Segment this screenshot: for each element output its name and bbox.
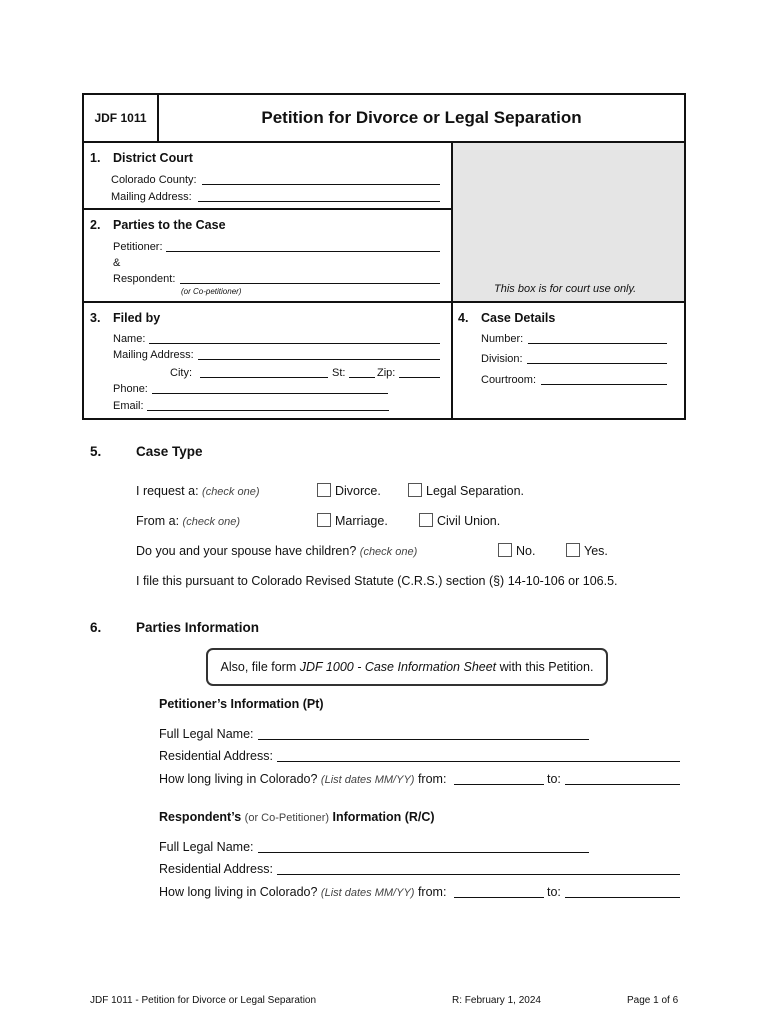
divider-2-3 xyxy=(84,301,684,303)
statute-text: I file this pursuant to Colorado Revised Statute (C.R.S.) section (§) 14-10-106 or 106.5. xyxy=(136,574,618,588)
marriage-checkbox[interactable] xyxy=(317,513,331,527)
page-title: Petition for Divorce or Legal Separation xyxy=(261,108,582,127)
rc-full-name-field[interactable] xyxy=(258,852,589,853)
case-number-label: Number: xyxy=(481,333,524,345)
email-label: Email: xyxy=(113,400,144,412)
petitioner-field[interactable] xyxy=(166,251,440,252)
rc-list-dates: (List dates MM/YY) xyxy=(320,887,415,899)
notice-pre: Also, file form xyxy=(220,660,297,674)
case-number-field[interactable] xyxy=(528,343,667,344)
division-field[interactable] xyxy=(527,363,667,364)
form-code: JDF 1011 xyxy=(84,95,159,141)
petitioner-info-heading: Petitioner’s Information (Pt) xyxy=(159,697,324,711)
section5-number: 5. xyxy=(90,444,102,459)
petitioner-label: Petitioner: xyxy=(113,241,163,253)
filer-mailing-label: Mailing Address: xyxy=(113,349,194,361)
state-label: St: xyxy=(332,367,346,379)
zip-label: Zip: xyxy=(377,367,396,379)
children-no-checkbox[interactable] xyxy=(498,543,512,557)
section2-number: 2. xyxy=(90,218,101,232)
pt-full-name-field[interactable] xyxy=(258,739,589,740)
rc-heading-a: Respondent’s xyxy=(159,810,242,824)
county-label: Colorado County: xyxy=(111,174,197,186)
section3-title: Filed by xyxy=(113,311,161,325)
pt-to-field[interactable] xyxy=(565,784,680,785)
section6-title: Parties Information xyxy=(136,620,260,635)
divider-1-2 xyxy=(84,208,451,210)
rc-residential-field[interactable] xyxy=(277,874,680,875)
pt-to-label: to: xyxy=(547,772,561,786)
section4-number: 4. xyxy=(458,311,469,325)
children-no-label: No. xyxy=(516,544,536,558)
court-use-note: This box is for court use only. xyxy=(494,283,637,295)
pt-from-field[interactable] xyxy=(454,784,544,785)
legal-separation-label: Legal Separation. xyxy=(426,484,524,498)
request-row xyxy=(136,484,260,498)
divorce-label: Divorce. xyxy=(335,484,381,498)
respondent-info-heading xyxy=(159,810,435,824)
section6-number: 6. xyxy=(90,620,102,635)
pt-how-long-label: How long living in Colorado? xyxy=(159,772,318,786)
email-field[interactable] xyxy=(147,410,389,411)
footer-form-name: JDF 1011 - Petition for Divorce or Legal Separation xyxy=(90,995,317,1006)
phone-label: Phone: xyxy=(113,383,148,395)
from-label: From a: xyxy=(136,514,180,528)
respondent-field[interactable] xyxy=(180,283,440,284)
section5-title: Case Type xyxy=(136,444,203,459)
footer-revision: R: February 1, 2024 xyxy=(452,995,541,1006)
footer-page-number: Page 1 of 6 xyxy=(627,995,679,1006)
legal-separation-checkbox[interactable] xyxy=(408,483,422,497)
city-label: City: xyxy=(170,367,192,379)
check-one-hint: (check one) xyxy=(202,486,260,498)
children-question: Do you and your spouse have children? xyxy=(136,544,357,558)
county-field[interactable] xyxy=(202,184,440,185)
civil-union-label: Civil Union. xyxy=(437,514,501,528)
state-field[interactable] xyxy=(349,377,375,378)
filer-name-field[interactable] xyxy=(149,343,440,344)
pt-how-long-row xyxy=(159,772,446,786)
phone-field[interactable] xyxy=(152,393,388,394)
pt-from-label: from: xyxy=(417,772,447,786)
pt-residential-label: Residential Address: xyxy=(159,749,273,763)
court-use-box xyxy=(453,143,684,301)
rc-from-field[interactable] xyxy=(454,897,544,898)
pt-full-name-label: Full Legal Name: xyxy=(159,727,254,741)
section2-title: Parties to the Case xyxy=(113,218,226,232)
rc-from-label: from: xyxy=(417,885,447,899)
children-yes-checkbox[interactable] xyxy=(566,543,580,557)
case-info-notice xyxy=(206,648,608,686)
divorce-checkbox[interactable] xyxy=(317,483,331,497)
courtroom-label: Courtroom: xyxy=(481,374,537,386)
section3-number: 3. xyxy=(90,311,101,325)
division-label: Division: xyxy=(481,353,523,365)
children-yes-label: Yes. xyxy=(584,544,608,558)
header-row xyxy=(84,95,684,143)
section1-number: 1. xyxy=(90,151,101,165)
rc-full-name-label: Full Legal Name: xyxy=(159,840,254,854)
notice-post: with this Petition. xyxy=(499,660,594,674)
pt-list-dates: (List dates MM/YY) xyxy=(320,774,415,786)
rc-how-long-label: How long living in Colorado? xyxy=(159,885,318,899)
zip-field[interactable] xyxy=(399,377,440,378)
rc-heading-b: (or Co-Petitioner) xyxy=(244,812,330,824)
city-field[interactable] xyxy=(200,377,328,378)
civil-union-checkbox[interactable] xyxy=(419,513,433,527)
filer-mailing-field[interactable] xyxy=(198,359,440,360)
section4-title: Case Details xyxy=(481,311,556,325)
check-one-hint-2: (check one) xyxy=(182,516,241,528)
rc-heading-c: Information (R/C) xyxy=(332,810,435,824)
co-petitioner-note: (or Co-petitioner) xyxy=(181,287,242,296)
check-one-hint-3: (check one) xyxy=(359,546,418,558)
ampersand: & xyxy=(113,257,121,269)
children-row xyxy=(136,544,417,558)
pt-residential-field[interactable] xyxy=(277,761,680,762)
request-label: I request a: xyxy=(136,484,199,498)
marriage-label: Marriage. xyxy=(335,514,388,528)
filer-name-label: Name: xyxy=(113,333,146,345)
from-row xyxy=(136,514,240,528)
court-mailing-field[interactable] xyxy=(198,201,440,202)
notice-form: JDF 1000 - Case Information Sheet xyxy=(299,660,497,674)
court-mailing-label: Mailing Address: xyxy=(111,191,192,203)
rc-to-field[interactable] xyxy=(565,897,680,898)
respondent-label: Respondent: xyxy=(113,273,176,285)
section1-title: District Court xyxy=(113,151,193,165)
courtroom-field[interactable] xyxy=(541,384,667,385)
rc-residential-label: Residential Address: xyxy=(159,862,273,876)
rc-to-label: to: xyxy=(547,885,561,899)
rc-how-long-row xyxy=(159,885,446,899)
